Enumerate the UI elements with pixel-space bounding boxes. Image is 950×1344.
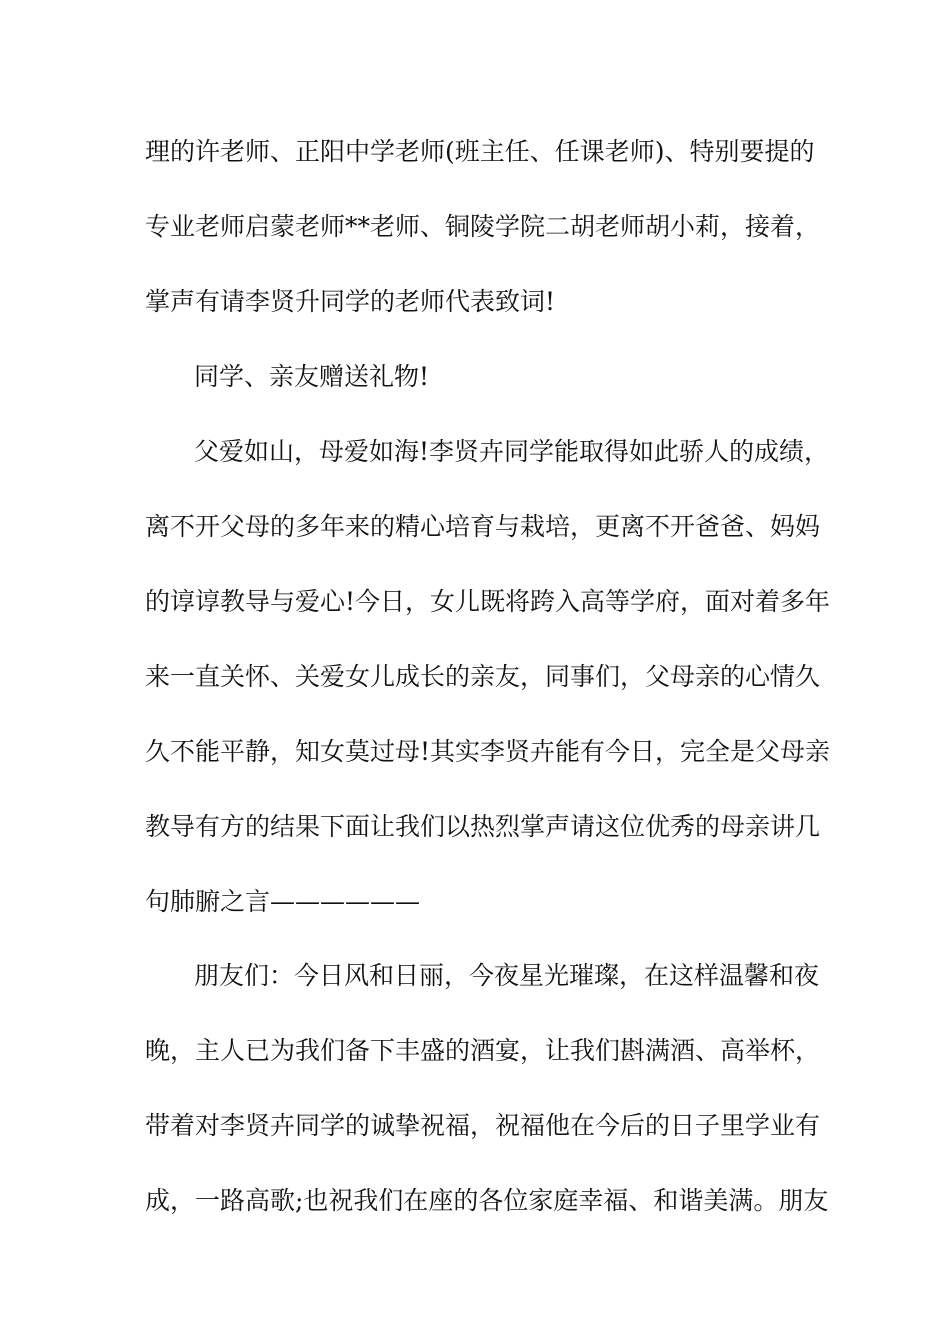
text-line: 理的许老师、正阳中学老师(班主任、任课老师)、特别要提的 bbox=[145, 137, 815, 166]
text-line: 离不开父母的多年来的精心培育与栽培，更离不开爸爸、妈妈 bbox=[145, 512, 821, 541]
text-line: 来一直关怀、关爱女儿成长的亲友，同事们，父母亲的心情久 bbox=[145, 662, 821, 691]
text-line: 成，一路高歌;也祝我们在座的各位家庭幸福、和谐美满。朋友 bbox=[145, 1186, 829, 1215]
text-line: 的谆谆教导与爱心!今日，女儿既将跨入高等学府，面对着多年 bbox=[145, 587, 831, 616]
paragraph-start-line: 父爱如山，母爱如海!李贤卉同学能取得如此骄人的成绩， bbox=[194, 437, 830, 466]
text-line: 专业老师启蒙老师**老师、铜陵学院二胡老师胡小莉，接着， bbox=[145, 212, 821, 241]
text-line: 教导有方的结果下面让我们以热烈掌声请这位优秀的母亲讲几 bbox=[145, 812, 821, 841]
paragraph-start-line: 同学、亲友赠送礼物! bbox=[194, 362, 430, 391]
text-line: 久不能平静，知女莫过母!其实李贤卉能有今日，完全是父母亲 bbox=[145, 737, 831, 766]
paragraph-start-line: 朋友们：今日风和日丽，今夜星光璀璨，在这样温馨和夜 bbox=[194, 961, 820, 990]
text-line: 带着对李贤卉同学的诚挚祝福，祝福他在今后的日子里学业有 bbox=[145, 1111, 821, 1140]
text-line: 晚，主人已为我们备下丰盛的酒宴，让我们斟满酒、高举杯， bbox=[145, 1036, 821, 1065]
text-line: 句肺腑之言—————— bbox=[145, 887, 421, 916]
text-line: 掌声有请李贤升同学的老师代表致词! bbox=[145, 287, 556, 316]
